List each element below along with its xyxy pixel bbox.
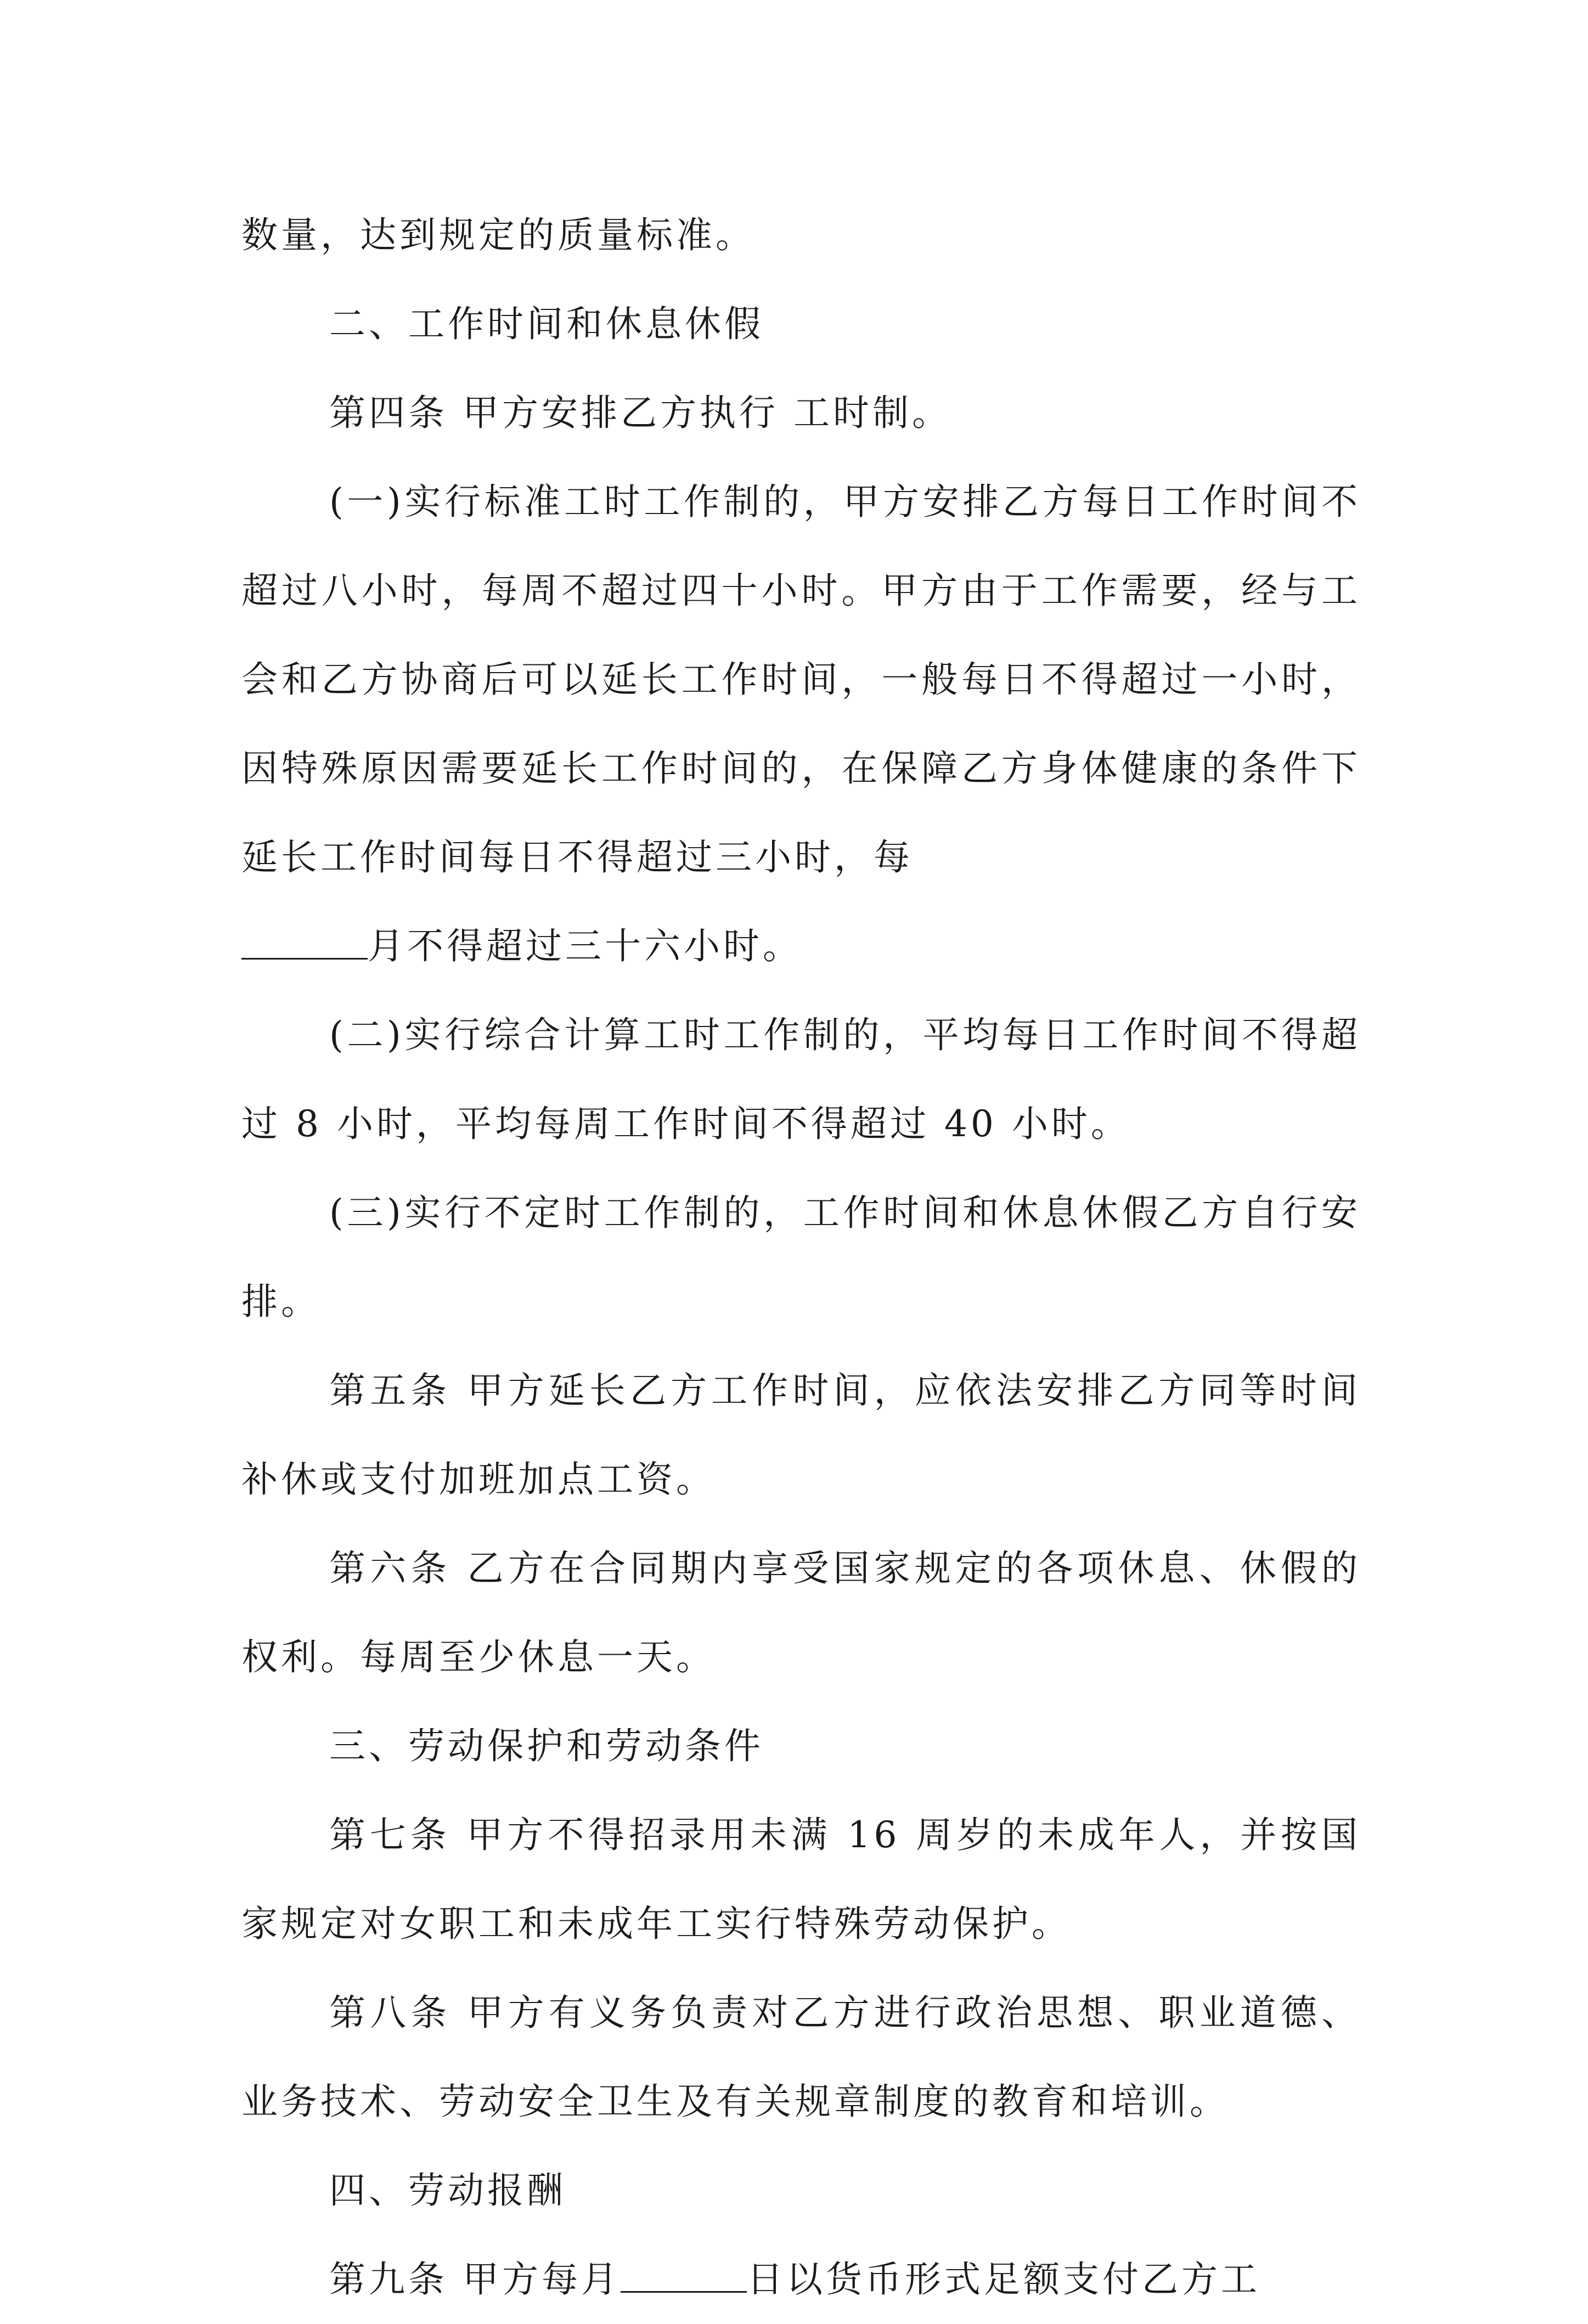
heading-text: 二、工作时间和休息休假 <box>329 303 764 345</box>
section-heading-remuneration <box>241 2146 1361 2235</box>
paragraph-text: 数量，达到规定的质量标准。 <box>241 214 755 256</box>
article-4 <box>241 369 1361 458</box>
paragraph-text: 日以货币形式足额支付乙方工 <box>746 2258 1260 2300</box>
fill-in-blank <box>621 2257 747 2293</box>
paragraph-continuation <box>241 191 1361 280</box>
section-heading-working-hours <box>241 280 1361 369</box>
paragraph-text: (二)实行综合计算工时工作制的，平均每日工作时间不得超过 8 小时，平均每周工作时间不得超过 40 小时。 <box>241 1014 1361 1145</box>
paragraph-text: 第九条 甲方每月 <box>329 2258 621 2300</box>
paragraph-text: (一)实行标准工时工作制的，甲方安排乙方每日工作时间不超过八小时，每周不超过四十小时。甲方由于工作需要，经与工会和乙方协商后可以延长工作时间，一般每日不得超过一小时，因特殊原因需要延长工作时间的，在保障乙方身体健康的条件下延长工作时间每日不得超过三小时，每 <box>241 481 1361 878</box>
clause-standard-hours-cont <box>241 902 1361 991</box>
paragraph-text: 第八条 甲方有义务负责对乙方进行政治思想、职业道德、业务技术、劳动安全卫生及有关规章制度的教育和培训。 <box>241 1992 1361 2123</box>
paragraph-text: 月不得超过三十六小时。 <box>368 925 802 967</box>
article-8 <box>241 1968 1361 2146</box>
clause-standard-hours <box>241 458 1361 902</box>
fill-in-blank <box>241 923 368 960</box>
article-5 <box>241 1346 1361 1524</box>
paragraph-text: 第七条 甲方不得招录用未满 16 周岁的未成年人，并按国家规定对女职工和未成年工实行特殊劳动保护。 <box>241 1814 1361 1945</box>
clause-flexible-hours <box>241 1169 1361 1346</box>
heading-text: 三、劳动保护和劳动条件 <box>329 1725 764 1767</box>
paragraph-text: (三)实行不定时工作制的，工作时间和休息休假乙方自行安排。 <box>241 1192 1361 1323</box>
section-heading-labor-protection <box>241 1702 1361 1791</box>
paragraph-text: 第六条 乙方在合同期内享受国家规定的各项休息、休假的权利。每周至少休息一天。 <box>241 1547 1361 1678</box>
article-9 <box>241 2235 1361 2324</box>
document-page <box>241 191 1361 2324</box>
heading-text: 四、劳动报酬 <box>329 2169 566 2212</box>
article-6 <box>241 1524 1361 1702</box>
paragraph-text: 第五条 甲方延长乙方工作时间，应依法安排乙方同等时间补休或支付加班加点工资。 <box>241 1369 1361 1501</box>
paragraph-text: 第四条 甲方安排乙方执行 工时制。 <box>329 392 951 434</box>
clause-comprehensive-hours <box>241 991 1361 1169</box>
article-7 <box>241 1791 1361 1968</box>
